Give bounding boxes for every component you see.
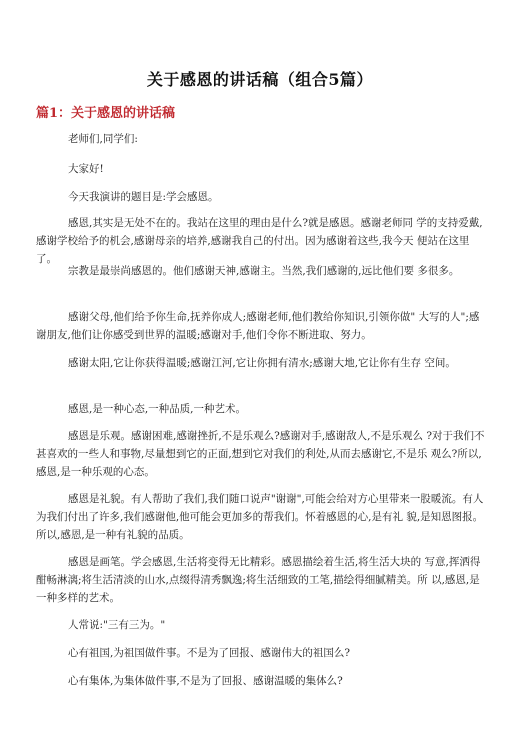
paragraph: 感恩,是一种心态,一种品质,一种艺术。	[68, 403, 247, 415]
paragraph: 老师们,同学们:	[68, 133, 138, 145]
paragraph: 今天我演讲的题目是:学会感恩。	[68, 191, 219, 203]
paragraph: 感恩,其实是无处不在的。我站在这里的理由是什么?就是感恩。感谢老师同 学的支持爱戴,感谢学校给予的机会,感谢母亲的培养,感谢我自己的付出。因为感谢着这些,我今天 便站在这里了。	[36, 217, 483, 265]
paragraph: 感谢太阳,它让你获得温暖;感谢江河,它让你拥有清水;感谢大地,它让你有生存 空间。	[68, 357, 456, 369]
paragraph: 感谢父母,他们给予你生命,抚养你成人;感谢老师,他们教给你知识,引领你做" 大写的人";感谢朋友,他们让你感受到世界的温暖;感谢对手,他们令你不断进取、努力。	[36, 311, 480, 341]
paragraph: 心有祖国,为祖国做件事。不是为了回报、感谢伟大的祖国么?	[68, 647, 350, 659]
paragraph: 大家好!	[68, 163, 104, 175]
paragraph: 感恩是乐观。感谢困难,感谢挫折,不是乐观么?感谢对手,感谢敌人,不是乐观么 ?对于我们不甚喜欢的一些人和事物,尽量想到它的正面,想到它对我们的利处,从而去感谢它,不是乐 观么?所以,感恩,是一种乐观的心态。	[36, 430, 485, 478]
document-title: 关于感恩的讲话稿（组合5篇）	[146, 70, 374, 89]
paragraph: 感恩是画笔。学会感恩,生活将变得无比精彩。感恩描绘着生活,将生活大块的 写意,挥洒得酣畅淋漓;将生活清淡的山水,点缀得清秀飘逸;将生活细致的工笔,描绘得细腻精美。所 以,感恩,是一种多样的艺术。	[36, 556, 481, 604]
paragraph: 宗教是最崇尚感恩的。他们感谢天神,感谢主。当然,我们感谢的,远比他们要 多很多。	[68, 265, 460, 277]
section-heading: 篇1：关于感恩的讲话稿	[36, 106, 176, 121]
paragraph: 心有集体,为集体做件事,不是为了回报、感谢温暖的集体么?	[68, 675, 343, 687]
paragraph: 人常说:"三有三为。"	[68, 619, 166, 631]
paragraph: 感恩是礼貌。有人帮助了我们,我们随口说声"谢谢",可能会给对方心里带来一股暖流。有人为我们付出了许多,我们感谢他,他可能会更加多的帮我们。怀着感恩的心,是有礼 貌,是知恩图报。所以,感恩,是一种有礼貌的品质。	[36, 493, 484, 541]
